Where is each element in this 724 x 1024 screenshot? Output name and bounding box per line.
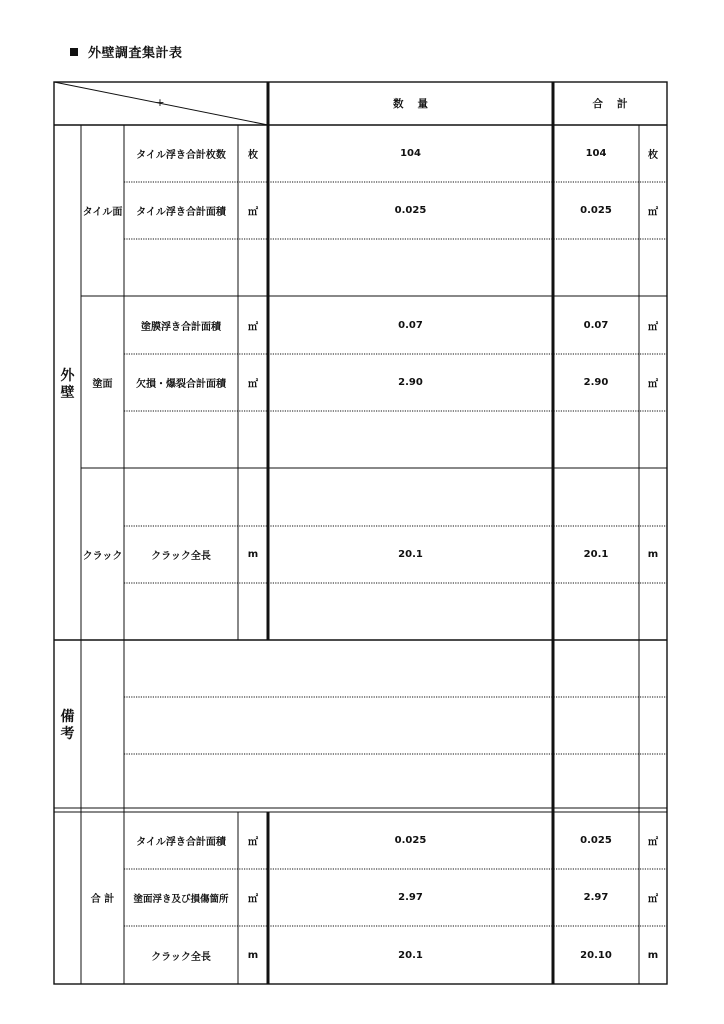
section-bikou xyxy=(54,696,81,756)
summary-item: 塗面浮き及び損傷箇所 xyxy=(133,893,229,905)
summary-total-unit: m xyxy=(647,949,659,961)
page-title-text: 外壁調査集計表 xyxy=(88,46,183,61)
summary-total: 20.10 xyxy=(580,949,612,961)
row-total-unit: ㎡ xyxy=(648,379,658,390)
row-total: 104 xyxy=(585,148,607,159)
section-bikou-label: 備考 xyxy=(60,709,75,742)
summary-unit: ㎡ xyxy=(248,894,258,905)
row-item: 欠損・爆裂合計面積 xyxy=(136,379,226,390)
row-unit: ㎡ xyxy=(248,379,258,390)
summary-total: 2.97 xyxy=(583,892,609,903)
section-total: 合 計 xyxy=(90,894,115,905)
row-item: 塗膜浮き合計面積 xyxy=(141,321,221,333)
summary-quantity: 2.97 xyxy=(398,892,423,903)
header-quantity: 数量 xyxy=(393,98,442,110)
row-unit: ㎡ xyxy=(248,321,258,333)
row-quantity: 20.1 xyxy=(398,549,423,560)
summary-quantity: 20.1 xyxy=(398,949,423,961)
row-item: クラック全長 xyxy=(151,551,211,562)
row-total: 20.1 xyxy=(583,549,609,560)
row-total: 0.025 xyxy=(580,205,612,216)
summary-item: クラック全長 xyxy=(151,951,211,963)
group-crack: クラック xyxy=(82,551,123,562)
row-quantity: 2.90 xyxy=(398,377,423,388)
summary-item: タイル浮き合計面積 xyxy=(136,837,226,848)
row-total-unit: ㎡ xyxy=(648,321,658,333)
row-total: 0.07 xyxy=(583,319,609,331)
row-item: タイル浮き合計枚数 xyxy=(136,150,226,161)
row-total-unit: ㎡ xyxy=(648,207,658,218)
summary-unit: m xyxy=(247,949,259,961)
row-total-unit: 枚 xyxy=(648,150,658,161)
group-tile: タイル面 xyxy=(82,207,123,218)
row-total: 2.90 xyxy=(583,377,609,388)
row-unit: m xyxy=(247,549,259,560)
header-diagonal-mark: + xyxy=(155,95,165,109)
row-unit: 枚 xyxy=(248,150,258,161)
group-paint: 塗面 xyxy=(92,379,113,390)
section-gaiheki xyxy=(54,355,81,415)
row-unit: ㎡ xyxy=(248,207,258,218)
summary-total-unit: ㎡ xyxy=(648,894,658,905)
section-gaiheki-label: 外壁 xyxy=(60,368,75,401)
row-quantity: 0.025 xyxy=(394,205,427,216)
summary-unit: ㎡ xyxy=(248,837,258,848)
summary-total-unit: ㎡ xyxy=(648,837,658,848)
header-total: 合計 xyxy=(592,98,642,110)
row-total-unit: m xyxy=(647,549,659,560)
summary-total: 0.025 xyxy=(580,835,612,846)
row-item: タイル浮き合計面積 xyxy=(136,207,226,218)
summary-quantity: 0.025 xyxy=(394,835,427,846)
row-quantity: 0.07 xyxy=(398,319,423,331)
row-quantity: 104 xyxy=(400,148,421,159)
